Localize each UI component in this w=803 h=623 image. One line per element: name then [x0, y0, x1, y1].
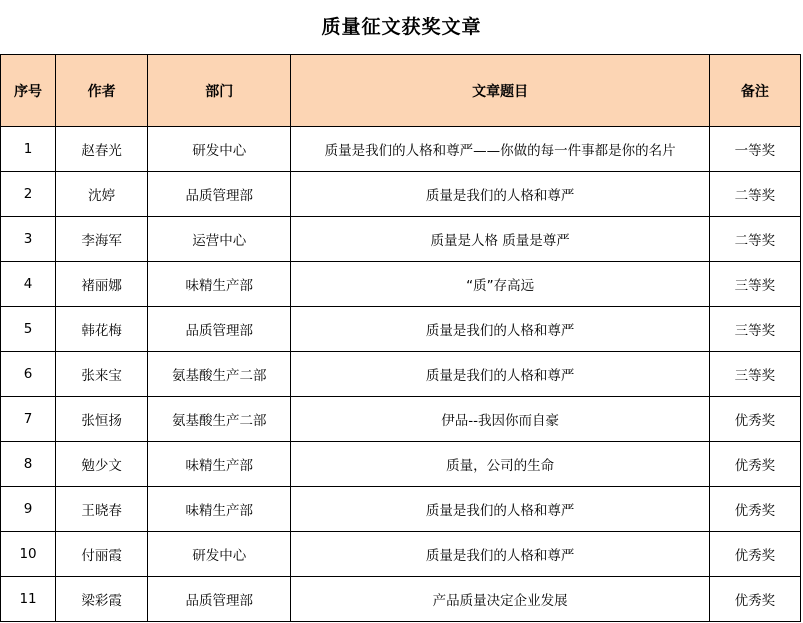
cell-author: 勉少文: [56, 442, 148, 487]
cell-department: 研发中心: [148, 532, 291, 577]
cell-remark: 优秀奖: [709, 487, 800, 532]
cell-department: 品质管理部: [148, 307, 291, 352]
cell-article-title: 伊品--我因你而自豪: [291, 397, 710, 442]
cell-department: 研发中心: [148, 127, 291, 172]
cell-department: 运营中心: [148, 217, 291, 262]
cell-remark: 二等奖: [709, 172, 800, 217]
cell-article-title: 质量是我们的人格和尊严: [291, 352, 710, 397]
cell-serial-number: 5: [1, 307, 56, 352]
cell-department: 氨基酸生产二部: [148, 352, 291, 397]
cell-serial-number: 6: [1, 352, 56, 397]
document-title: 质量征文获奖文章: [321, 16, 482, 38]
table-row: [1, 352, 801, 397]
table-body: [1, 127, 801, 622]
cell-remark: 优秀奖: [709, 532, 800, 577]
cell-author: 褚丽娜: [56, 262, 148, 307]
cell-serial-number: 2: [1, 172, 56, 217]
table-header-row: [1, 55, 801, 127]
cell-article-title: 质量，公司的生命: [291, 442, 710, 487]
cell-article-title: 质量是我们的人格和尊严: [291, 487, 710, 532]
cell-department: 味精生产部: [148, 442, 291, 487]
cell-article-title: “质”存高远: [291, 262, 710, 307]
cell-department: 品质管理部: [148, 172, 291, 217]
header-article-title: 文章题目: [291, 55, 710, 127]
cell-author: 赵春光: [56, 127, 148, 172]
table-row: [1, 442, 801, 487]
cell-department: 味精生产部: [148, 487, 291, 532]
cell-remark: 一等奖: [709, 127, 800, 172]
cell-remark: 优秀奖: [709, 577, 800, 622]
cell-remark: 优秀奖: [709, 442, 800, 487]
cell-article-title: 质量是我们的人格和尊严——你做的每一件事都是你的名片: [291, 127, 710, 172]
cell-serial-number: 11: [1, 577, 56, 622]
cell-article-title: 产品质量决定企业发展: [291, 577, 710, 622]
cell-remark: 三等奖: [709, 307, 800, 352]
cell-serial-number: 7: [1, 397, 56, 442]
cell-author: 李海军: [56, 217, 148, 262]
table-row: [1, 262, 801, 307]
cell-author: 张来宝: [56, 352, 148, 397]
header-serial-number: 序号: [1, 55, 56, 127]
cell-article-title: 质量是人格 质量是尊严: [291, 217, 710, 262]
cell-author: 韩花梅: [56, 307, 148, 352]
award-table: [0, 54, 801, 622]
cell-serial-number: 1: [1, 127, 56, 172]
table-row: [1, 577, 801, 622]
header-department: 部门: [148, 55, 291, 127]
cell-serial-number: 3: [1, 217, 56, 262]
cell-department: 氨基酸生产二部: [148, 397, 291, 442]
cell-author: 沈婷: [56, 172, 148, 217]
table-row: [1, 307, 801, 352]
cell-serial-number: 9: [1, 487, 56, 532]
cell-article-title: 质量是我们的人格和尊严: [291, 532, 710, 577]
header-author: 作者: [56, 55, 148, 127]
cell-serial-number: 4: [1, 262, 56, 307]
cell-remark: 三等奖: [709, 352, 800, 397]
table-row: [1, 127, 801, 172]
table-row: [1, 487, 801, 532]
cell-author: 张恒扬: [56, 397, 148, 442]
cell-serial-number: 10: [1, 532, 56, 577]
cell-article-title: 质量是我们的人格和尊严: [291, 307, 710, 352]
table-row: [1, 532, 801, 577]
header-remark: 备注: [709, 55, 800, 127]
cell-department: 品质管理部: [148, 577, 291, 622]
table-row: [1, 172, 801, 217]
cell-remark: 二等奖: [709, 217, 800, 262]
cell-remark: 优秀奖: [709, 397, 800, 442]
cell-author: 梁彩霞: [56, 577, 148, 622]
cell-serial-number: 8: [1, 442, 56, 487]
table-row: [1, 217, 801, 262]
cell-article-title: 质量是我们的人格和尊严: [291, 172, 710, 217]
cell-author: 王晓春: [56, 487, 148, 532]
table-row: [1, 397, 801, 442]
cell-remark: 三等奖: [709, 262, 800, 307]
cell-department: 味精生产部: [148, 262, 291, 307]
cell-author: 付丽霞: [56, 532, 148, 577]
